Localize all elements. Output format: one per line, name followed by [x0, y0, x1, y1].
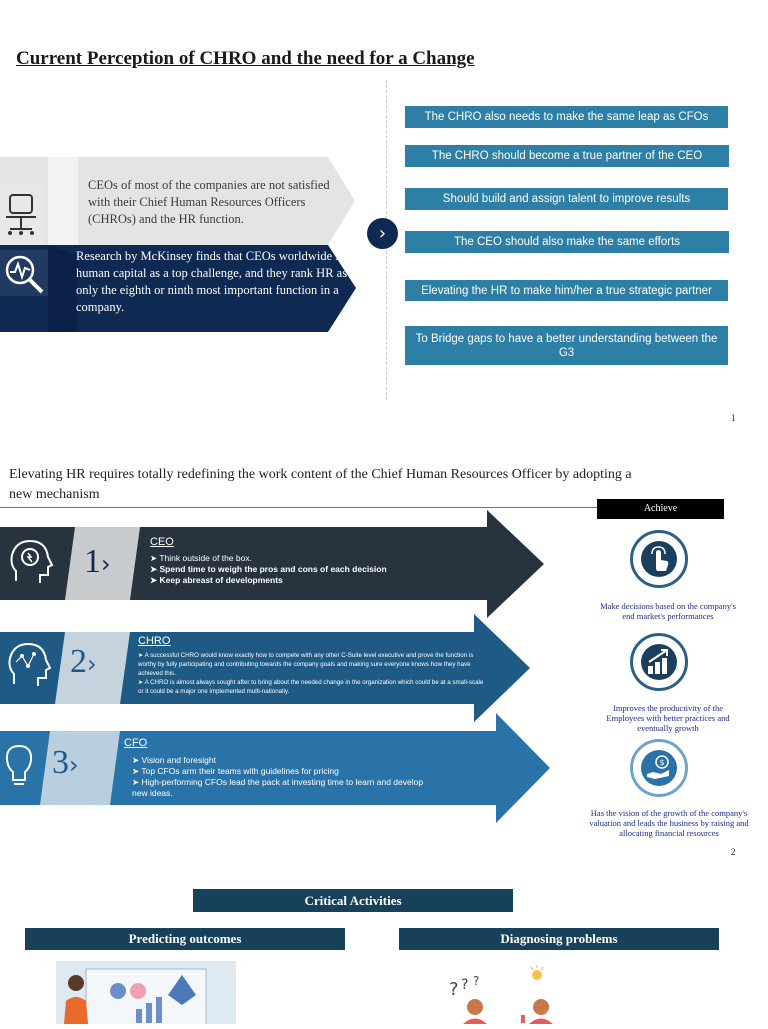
- mckinsey-research-text: Research by McKinsey finds that CEOs worldwide see human capital as a top challenge, and they rank HR as only the eighth or ninth most important function in a company.: [76, 249, 352, 314]
- predicting-outcomes-header: Predicting outcomes: [25, 928, 345, 950]
- money-hand-icon: [630, 739, 688, 797]
- row-cfo-bullet-2: ➤ Top CFOs arm their teams with guidelines for pricing: [132, 766, 339, 776]
- chair-icon: [0, 185, 44, 245]
- touch-icon: [630, 530, 688, 588]
- right-item-4: The CEO should also make the same efforts: [405, 231, 729, 253]
- svg-text:?: ?: [449, 979, 459, 1000]
- right-item-1: The CHRO also needs to make the same leap as CFOs: [405, 106, 728, 128]
- achievement-1-text: Make decisions based on the company's end market's performances: [600, 601, 736, 621]
- row-ceo-title: CEO: [150, 536, 174, 548]
- chevron-right-icon: ›: [101, 550, 111, 578]
- row-ceo-bullet-2: ➤ Spend time to weigh the pros and cons of each decision: [150, 564, 387, 574]
- chevron-right-icon: ›: [367, 218, 398, 249]
- row-ceo-content: [150, 536, 480, 586]
- navy-notch: [48, 245, 78, 332]
- critical-activities-header: Critical Activities: [193, 889, 513, 912]
- presentation-illustration: [56, 961, 236, 1024]
- right-item-5: Elevating the HR to make him/her a true strategic partner: [405, 280, 728, 301]
- row-cfo-bullet-3: ➤ High-performing CFOs lead the pack at investing time to learn and develop new ideas.: [132, 777, 424, 798]
- achieve-label: Achieve: [597, 499, 724, 519]
- row-chro-content: [138, 635, 490, 696]
- diagnosing-problems-header: Diagnosing problems: [399, 928, 719, 950]
- right-item-3: Should build and assign talent to improve results: [405, 188, 728, 210]
- page-number-1: 1: [731, 413, 736, 423]
- slide1-title: Current Perception of CHRO and the need for a Change: [16, 48, 475, 69]
- slide2-heading: Elevating HR requires totally redefining the work content of the Chief Human Resources Officer by adopting a new mechanism: [9, 467, 632, 502]
- achievement-2-text: Improves the productivity of the Employees with better practices and eventually growth: [606, 703, 730, 733]
- achievement-3-text: Has the vision of the growth of the company's valuation and leads the business by raising and allocating financial resources: [589, 808, 749, 838]
- chevron-right-icon: ›: [69, 751, 79, 779]
- svg-text:$: $: [659, 758, 665, 767]
- svg-text:?: ?: [461, 977, 469, 993]
- row-cfo-number: 3: [52, 744, 69, 781]
- row-ceo-bullet-1: ➤ Think outside of the box.: [150, 553, 252, 563]
- growth-chart-icon: [630, 633, 688, 691]
- head-circuit-icon: [4, 640, 52, 692]
- row-cfo-bullet-1: ➤ Vision and foresight: [132, 755, 216, 765]
- chevron-right-icon: ›: [87, 650, 97, 678]
- row-ceo-bullet-3: ➤ Keep abreast of developments: [150, 575, 283, 585]
- lightbulb-icon: [2, 740, 36, 792]
- thinking-people-illustration: [445, 965, 565, 1024]
- row-cfo-title: CFO: [124, 737, 148, 749]
- row-chro-bullet-1: ➤ A successful CHRO would know exactly how to compete with any other C-Suite level executive and prove the function is worthy by fully participating and contributing towards the company goals and making sure everyone knows how they have achieved this.: [138, 652, 474, 677]
- row-chro-title: CHRO: [138, 635, 171, 647]
- svg-text:?: ?: [473, 974, 480, 988]
- row-chro-bullet-2: ➤ A CHRO is almost always sought after to bring about the needed change in the organization which could be at a small-scale or it could be a major one implemented multi-nationally.: [138, 679, 484, 695]
- row-chro-number: 2: [70, 643, 87, 680]
- ceo-dissatisfaction-text: CEOs of most of the companies are not satisfied with their Chief Human Resources Officers (CHROs) and the HR function.: [88, 178, 330, 226]
- page-number-2: 2: [731, 847, 736, 857]
- row-cfo-content: [124, 737, 424, 799]
- row-ceo-number: 1: [84, 543, 101, 580]
- heading-rule: [0, 507, 600, 508]
- analytics-search-icon: [0, 250, 48, 296]
- right-item-2: The CHRO should become a true partner of the CEO: [405, 145, 729, 167]
- grey-notch: [48, 157, 78, 245]
- head-lightbulb-icon: [6, 537, 54, 589]
- right-item-6: To Bridge gaps to have a better understanding between the G3: [405, 326, 728, 365]
